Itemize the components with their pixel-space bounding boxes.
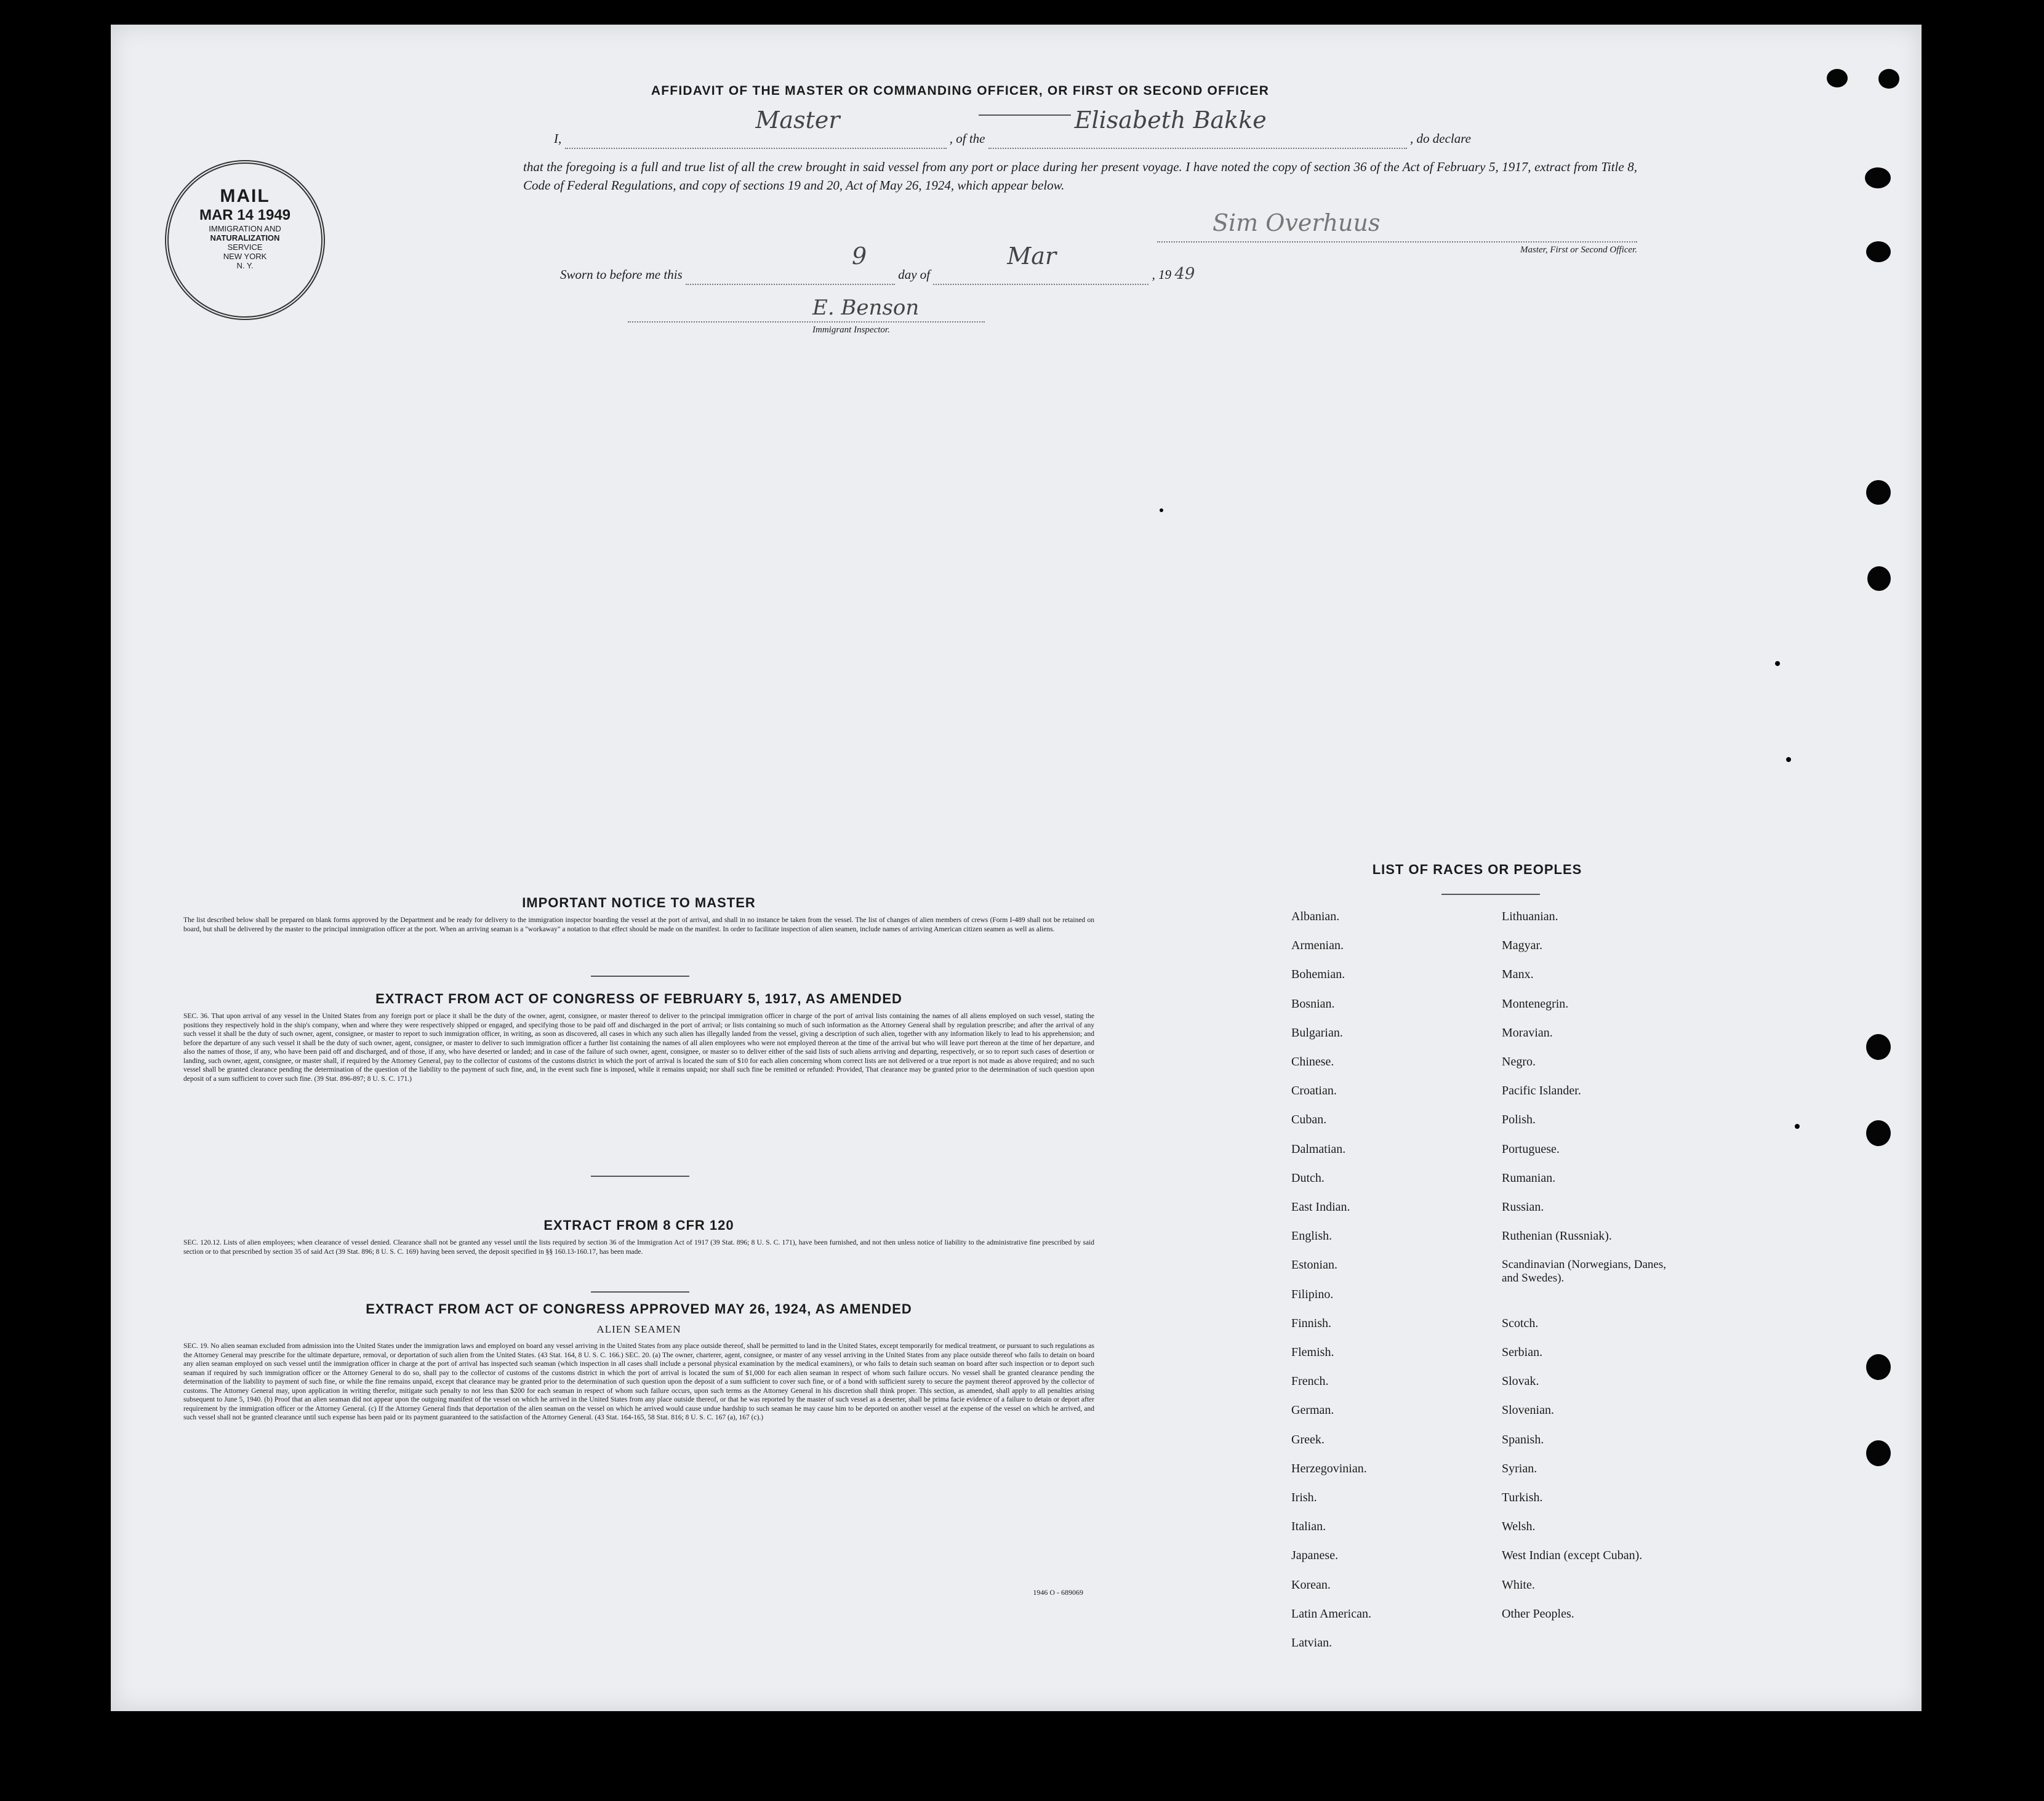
stamp-line6: NEW YORK xyxy=(223,252,267,261)
rank-handwritten: Master xyxy=(755,106,840,134)
vessel-field xyxy=(988,106,1407,149)
master-signature: Sim Overhuus xyxy=(1212,209,1381,236)
race-item: Manx. xyxy=(1502,968,1534,982)
extract-1924-text: SEC. 19. No alien seaman excluded from admission into the United States under the immigration laws and employed on board any vessel arriving in the United States from any place outside thereof, shall be permitted to land in the United States, except temporarily for medical treatment, or pursuant to such regulations as the Attorney General may prescribe for the ultimate departure, removal, or deportation of such alien from the United States. (43 Stat. 164, 8 U. S. C. 166.) SEC. 20. (a) The owner, charterer, agent, consignee, or master of any vessel arriving in the United States from any place outside thereof who fails to detain on board any alien seaman employed on such vessel until the immigration officer in charge at the port of arrival has inspected such seaman (which inspection in all cases shall include a personal physical examination by the medical examiners), or who fails to detain such seaman on board after such inspection or to deport such seaman if required by such immigration officer or the Attorney General to do so, shall pay to the collector of customs of the customs district in which the port of arrival is located the sum of $1,000 for each alien seaman in respect of whom such failure occurs. No vessel shall be granted clearance pending the determination of the liability to payment of such fine, or while the fine remains unpaid, except that clearance may be granted prior to the determination of such question upon the deposit of a sum sufficient to cover such fine, or of a bond with sufficient surety to secure the payment thereof approved by the collector of customs. The Attorney General may, upon application in writing therefor, mitigate such penalty to not less than $200 for each seaman in respect of whom such failure occurs, upon such terms as the Attorney General in his discretion shall think proper. This section, as amended, shall apply to all penalties arising subsequent to June 5, 1940. (b) Proof that an alien seaman did not appear upon the outgoing manifest of the vessel on which he arrived in the United States from any place outside thereof, or that he was reported by the master of such vessel as a deserter, shall be prima facie evidence of a failure to detain or deport after requirement by the immigration officer or the Attorney General. (c) If the Attorney General finds that deportation of the alien seaman on the vessel on which he arrived would cause undue hardship to such seaman he may cause him to be deported on another vessel at the expense of the vessel on which he arrived, and such vessel shall not be granted clearance until such expense has been paid or its payment guaranteed to the satisfaction of the Attorney General. (43 Stat. 164-165, 58 Stat. 816; 8 U. S. C. 167 (a), 167 (c).) xyxy=(183,1342,1094,1421)
race-item: Negro. xyxy=(1502,1055,1536,1069)
punch-hole xyxy=(1866,241,1891,262)
extract-cfr-title: EXTRACT FROM 8 CFR 120 xyxy=(543,1217,734,1233)
speck xyxy=(1775,661,1780,666)
stamp-line4: NATURALIZATION xyxy=(210,233,280,243)
race-item: Serbian. xyxy=(1502,1346,1543,1359)
race-item: Herzegovinian. xyxy=(1291,1461,1367,1475)
race-item: Scotch. xyxy=(1502,1316,1539,1330)
extract-1917-rule xyxy=(591,1176,689,1177)
day-field xyxy=(686,243,895,285)
race-item: West Indian (except Cuban). xyxy=(1502,1549,1643,1563)
punch-hole xyxy=(1866,480,1891,505)
day-of-label: day of xyxy=(898,267,931,282)
inspector-caption: Immigrant Inspector. xyxy=(812,325,890,335)
race-item: Albanian. xyxy=(1291,910,1340,923)
punch-hole xyxy=(1827,69,1848,87)
notice-text: The list described below shall be prepared on blank forms approved by the Department and be ready for delivery to the immigration inspector boarding the vessel at the port of arrival, and shall in no instance be taken from the vessel. The list of changes of alien members of crews (Form I-489 shall not be retained on board, but shall be delivered by the master to the principal immigration officer at the port. When an arriving seaman is a "workaway" a notation to that effect should be made on the manifest. In order to facilitate inspection of alien seamen, include names of arriving American citizen seamen as well as aliens. xyxy=(183,917,1094,933)
race-item: Italian. xyxy=(1291,1520,1326,1534)
year-handwritten: 49 xyxy=(1174,265,1195,283)
extract-cfr-text: SEC. 120.12. Lists of alien employees; when clearance of vessel denied. Clearance shall not be granted any vessel until the lists required by section 36 of the Immigration Act of 1917 (39 Stat. 896; 8 U. S. C. 171), have been furnished, and not then unless notice of liability to the administrative fine prescribed by said section or to that prescribed by section 35 of said Act (39 Stat. 896; 8 U. S. C. 169) having been served, the deposit specified in §§ 160.13-160.17, has been made. xyxy=(183,1239,1094,1256)
sworn-line xyxy=(560,243,1360,285)
race-item: Croatian. xyxy=(1291,1084,1337,1098)
race-item: Welsh. xyxy=(1502,1520,1536,1534)
extract-cfr-rule xyxy=(591,1291,689,1293)
race-item: East Indian. xyxy=(1291,1200,1350,1214)
race-item: Irish. xyxy=(1291,1491,1317,1504)
day-handwritten: 9 xyxy=(851,243,867,270)
i-label: I, xyxy=(554,131,562,146)
signature-line xyxy=(1157,241,1637,243)
race-item: Filipino. xyxy=(1291,1287,1334,1301)
race-item: Bulgarian. xyxy=(1291,1025,1343,1040)
inspector-line xyxy=(628,321,985,323)
of-the-label: , of the xyxy=(949,131,985,146)
title-rule xyxy=(979,114,1071,116)
immigration-stamp xyxy=(165,160,325,320)
race-item: Pacific Islander. xyxy=(1502,1084,1581,1098)
rank-field xyxy=(565,106,947,149)
race-item: Finnish. xyxy=(1291,1316,1332,1330)
stamp-mail: MAIL xyxy=(220,186,270,206)
speck xyxy=(1795,1124,1800,1129)
race-item: Magyar. xyxy=(1502,939,1543,953)
race-item: Estonian. xyxy=(1291,1258,1337,1272)
stamp-date: MAR 14 1949 xyxy=(199,207,291,223)
race-item: Spanish. xyxy=(1502,1432,1544,1446)
punch-hole xyxy=(1867,566,1891,591)
race-item: Polish. xyxy=(1502,1113,1536,1127)
race-item: Bosnian. xyxy=(1291,997,1335,1011)
extract-1917-text: SEC. 36. That upon arrival of any vessel in the United States from any foreign port or place it shall be the duty of the owner, agent, consignee, or master thereof to deliver to the principal immigration officer in charge of the port of arrival lists containing the names of all aliens employed on such vessel, stating the positions they respectively hold in the ship's company, when and where they were respectively shipped or engaged, and specifying those to be paid off and discharged in the port of arrival; or lists containing so much of such information as the Attorney General shall by regulation prescribe; and after the arrival of any such vessel it shall be the duty of such owner, agent, consignee, or master to report to such immigration officer, in writing, as soon as discovered, all cases in which any such alien has illegally landed from the vessel, giving a description of such alien, together with any information likely to lead to his apprehension; and before the departure of any such vessel it shall be the duty of such owner, agent, consignee, or master to deliver to such immigration officer a further list containing the names of all alien employees who were not employed thereon at the time of the arrival but who will leave port thereon at the time of her departure, and also the names of those, if any, who have been paid off and discharged, and of those, if any, who have deserted or landed; and in case of the failure of such owner, agent, consignee, or master so to deliver either of the said lists of such aliens arriving and departing, respectively, or so to report such cases of desertion or landing, such owner, agent, consignee, or master shall, if required by the Attorney General, pay to the collector of customs of the customs district in which the port of arrival is located the sum of $10 for each alien concerning whom correct lists are not delivered or a true report is not made as above required; and no such vessel shall be granted clearance pending the determination of the question of the liability to the payment of such fine, and, in the event such fine is imposed, while it remains unpaid; nor shall such fine be remitted or refunded: Provided, That clearance may be granted prior to the determination of such question upon deposit of a sum sufficient to cover such fine. (39 Stat. 896-897; 8 U. S. C. 171.) xyxy=(183,1013,1094,1083)
speck xyxy=(1160,508,1163,512)
race-item: Latin American. xyxy=(1291,1606,1371,1621)
race-item: Rumanian. xyxy=(1502,1171,1556,1185)
race-item: German. xyxy=(1291,1403,1334,1418)
affidavit-title: AFFIDAVIT OF THE MASTER OR COMMANDING OFFICER, OR FIRST OR SECOND OFFICER xyxy=(651,84,1270,98)
signature-caption: Master, First or Second Officer. xyxy=(1520,245,1637,255)
race-item: Chinese. xyxy=(1291,1055,1334,1069)
race-item: Moravian. xyxy=(1502,1025,1553,1040)
year-prefix: , 19 xyxy=(1152,267,1172,282)
race-item: Dalmatian. xyxy=(1291,1142,1346,1156)
race-item: White. xyxy=(1502,1578,1535,1592)
inspector-signature-block xyxy=(628,295,985,357)
race-item: Portuguese. xyxy=(1502,1142,1560,1156)
punch-hole xyxy=(1866,1354,1891,1380)
notice-rule xyxy=(591,976,689,977)
race-item: Latvian. xyxy=(1291,1636,1333,1650)
print-code: 1946 O - 689069 xyxy=(1033,1588,1083,1597)
race-item: French. xyxy=(1291,1374,1329,1389)
race-item: Korean. xyxy=(1291,1578,1331,1592)
race-item: Dutch. xyxy=(1291,1171,1325,1185)
sworn-label: Sworn to before me this xyxy=(560,267,683,282)
race-item: Ruthenian (Russniak). xyxy=(1502,1229,1612,1243)
race-item: Montenegrin. xyxy=(1502,997,1569,1011)
stamp-line5: SERVICE xyxy=(227,243,263,252)
race-item: Scandinavian (Norwegians, Danes, and Swedes). xyxy=(1502,1258,1666,1285)
race-item: English. xyxy=(1291,1229,1333,1243)
race-item: Slovenian. xyxy=(1502,1403,1554,1418)
race-item: Cuban. xyxy=(1291,1113,1327,1127)
extract-1924-title: EXTRACT FROM ACT OF CONGRESS APPROVED MAY 26, 1924, AS AMENDED xyxy=(366,1301,912,1317)
stamp-line7: N. Y. xyxy=(236,261,254,270)
punch-hole xyxy=(1866,1440,1891,1466)
vessel-handwritten: Elisabeth Bakke xyxy=(1074,106,1267,134)
race-item: Turkish. xyxy=(1502,1491,1543,1504)
races-title: LIST OF RACES OR PEOPLES xyxy=(1372,862,1582,877)
race-item: Greek. xyxy=(1291,1432,1325,1446)
race-item: Other Peoples. xyxy=(1502,1606,1574,1621)
race-item: Lithuanian. xyxy=(1502,910,1558,923)
stamp-line3: IMMIGRATION AND xyxy=(209,224,281,233)
race-item: Flemish. xyxy=(1291,1346,1334,1359)
document-page xyxy=(111,25,1922,1711)
month-field xyxy=(933,243,1148,285)
races-title-rule xyxy=(1441,894,1540,895)
speck xyxy=(1786,757,1791,762)
extract-1917-title: EXTRACT FROM ACT OF CONGRESS OF FEBRUARY 5, 1917, AS AMENDED xyxy=(375,991,902,1006)
race-item: Armenian. xyxy=(1291,939,1344,953)
race-item: Japanese. xyxy=(1291,1549,1339,1563)
notice-title: IMPORTANT NOTICE TO MASTER xyxy=(522,895,756,910)
punch-hole xyxy=(1878,69,1899,89)
race-item: Bohemian. xyxy=(1291,968,1345,982)
punch-hole xyxy=(1866,1034,1891,1060)
extract-1924-subtitle: ALIEN SEAMEN xyxy=(596,1323,681,1335)
inspector-signature: E. Benson xyxy=(812,295,920,320)
month-handwritten: Mar xyxy=(1007,243,1057,270)
punch-hole xyxy=(1865,167,1891,188)
master-signature-block xyxy=(1157,209,1637,265)
race-item: Syrian. xyxy=(1502,1461,1537,1475)
race-item: Russian. xyxy=(1502,1200,1544,1214)
declaration-body: that the foregoing is a full and true list of all the crew brought in said vessel from any port or place during her present voyage. I have noted the copy of section 36 of the Act of February 5, 1917, extract from Title 8, Code of Federal Regulations, and copy of sections 19 and 20, Act of May 26, 1924, which appear below. xyxy=(523,159,1637,193)
do-declare-label: , do declare xyxy=(1410,131,1471,146)
punch-hole xyxy=(1866,1120,1891,1146)
race-item: Slovak. xyxy=(1502,1374,1539,1389)
